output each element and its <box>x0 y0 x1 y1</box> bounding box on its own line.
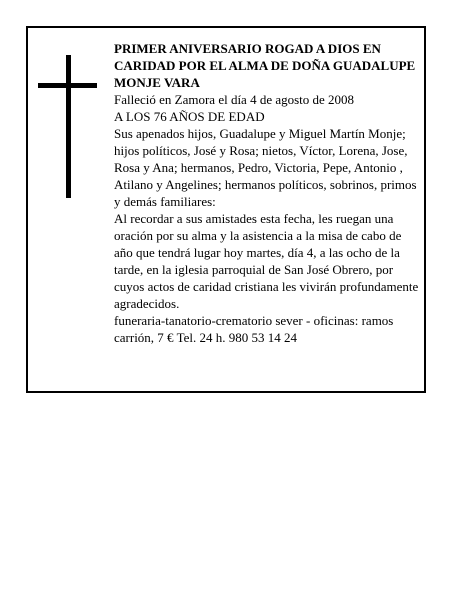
funeral-home-line: funeraria-tanatorio-crematorio sever - oficinas: ramos carrión, 7 € Tel. 24 h. 980 53 14 24 <box>114 313 394 345</box>
family-paragraph: Sus apenados hijos, Guadalupe y Miguel Martín Monje; hijos políticos, José y Rosa; nietos, Víctor, Lorena, Jose, Rosa y Ana; hermanos, Pedro, Victoria, Pepe, Antonio , Atilano y Angelines; hermanos políticos, sobrinos, primos y demás familiares: <box>114 126 417 209</box>
death-date-line: Falleció en Zamora el día 4 de agosto de 2008 <box>114 92 355 107</box>
cross-vertical-bar <box>66 55 71 198</box>
notice-text <box>114 40 422 346</box>
message-paragraph: Al recordar a sus amistades esta fecha, les ruegan una oración por su alma y la asistencia a la misa de cabo de año que tendrá lugar hoy martes, día 4, a las ocho de la tarde, en la iglesia parroquial de San José Obrero, por cuyos actos de caridad cristiana les vivirán profundamente agradecidos. <box>114 211 419 311</box>
notice-heading: PRIMER ANIVERSARIO ROGAD A DIOS EN CARIDAD POR EL ALMA DE DOÑA GUADALUPE MONJE VARA <box>114 41 416 90</box>
age-line: A LOS 76 AÑOS DE EDAD <box>114 109 265 124</box>
cross-horizontal-bar <box>38 83 97 88</box>
obituary-notice-frame <box>26 26 426 393</box>
